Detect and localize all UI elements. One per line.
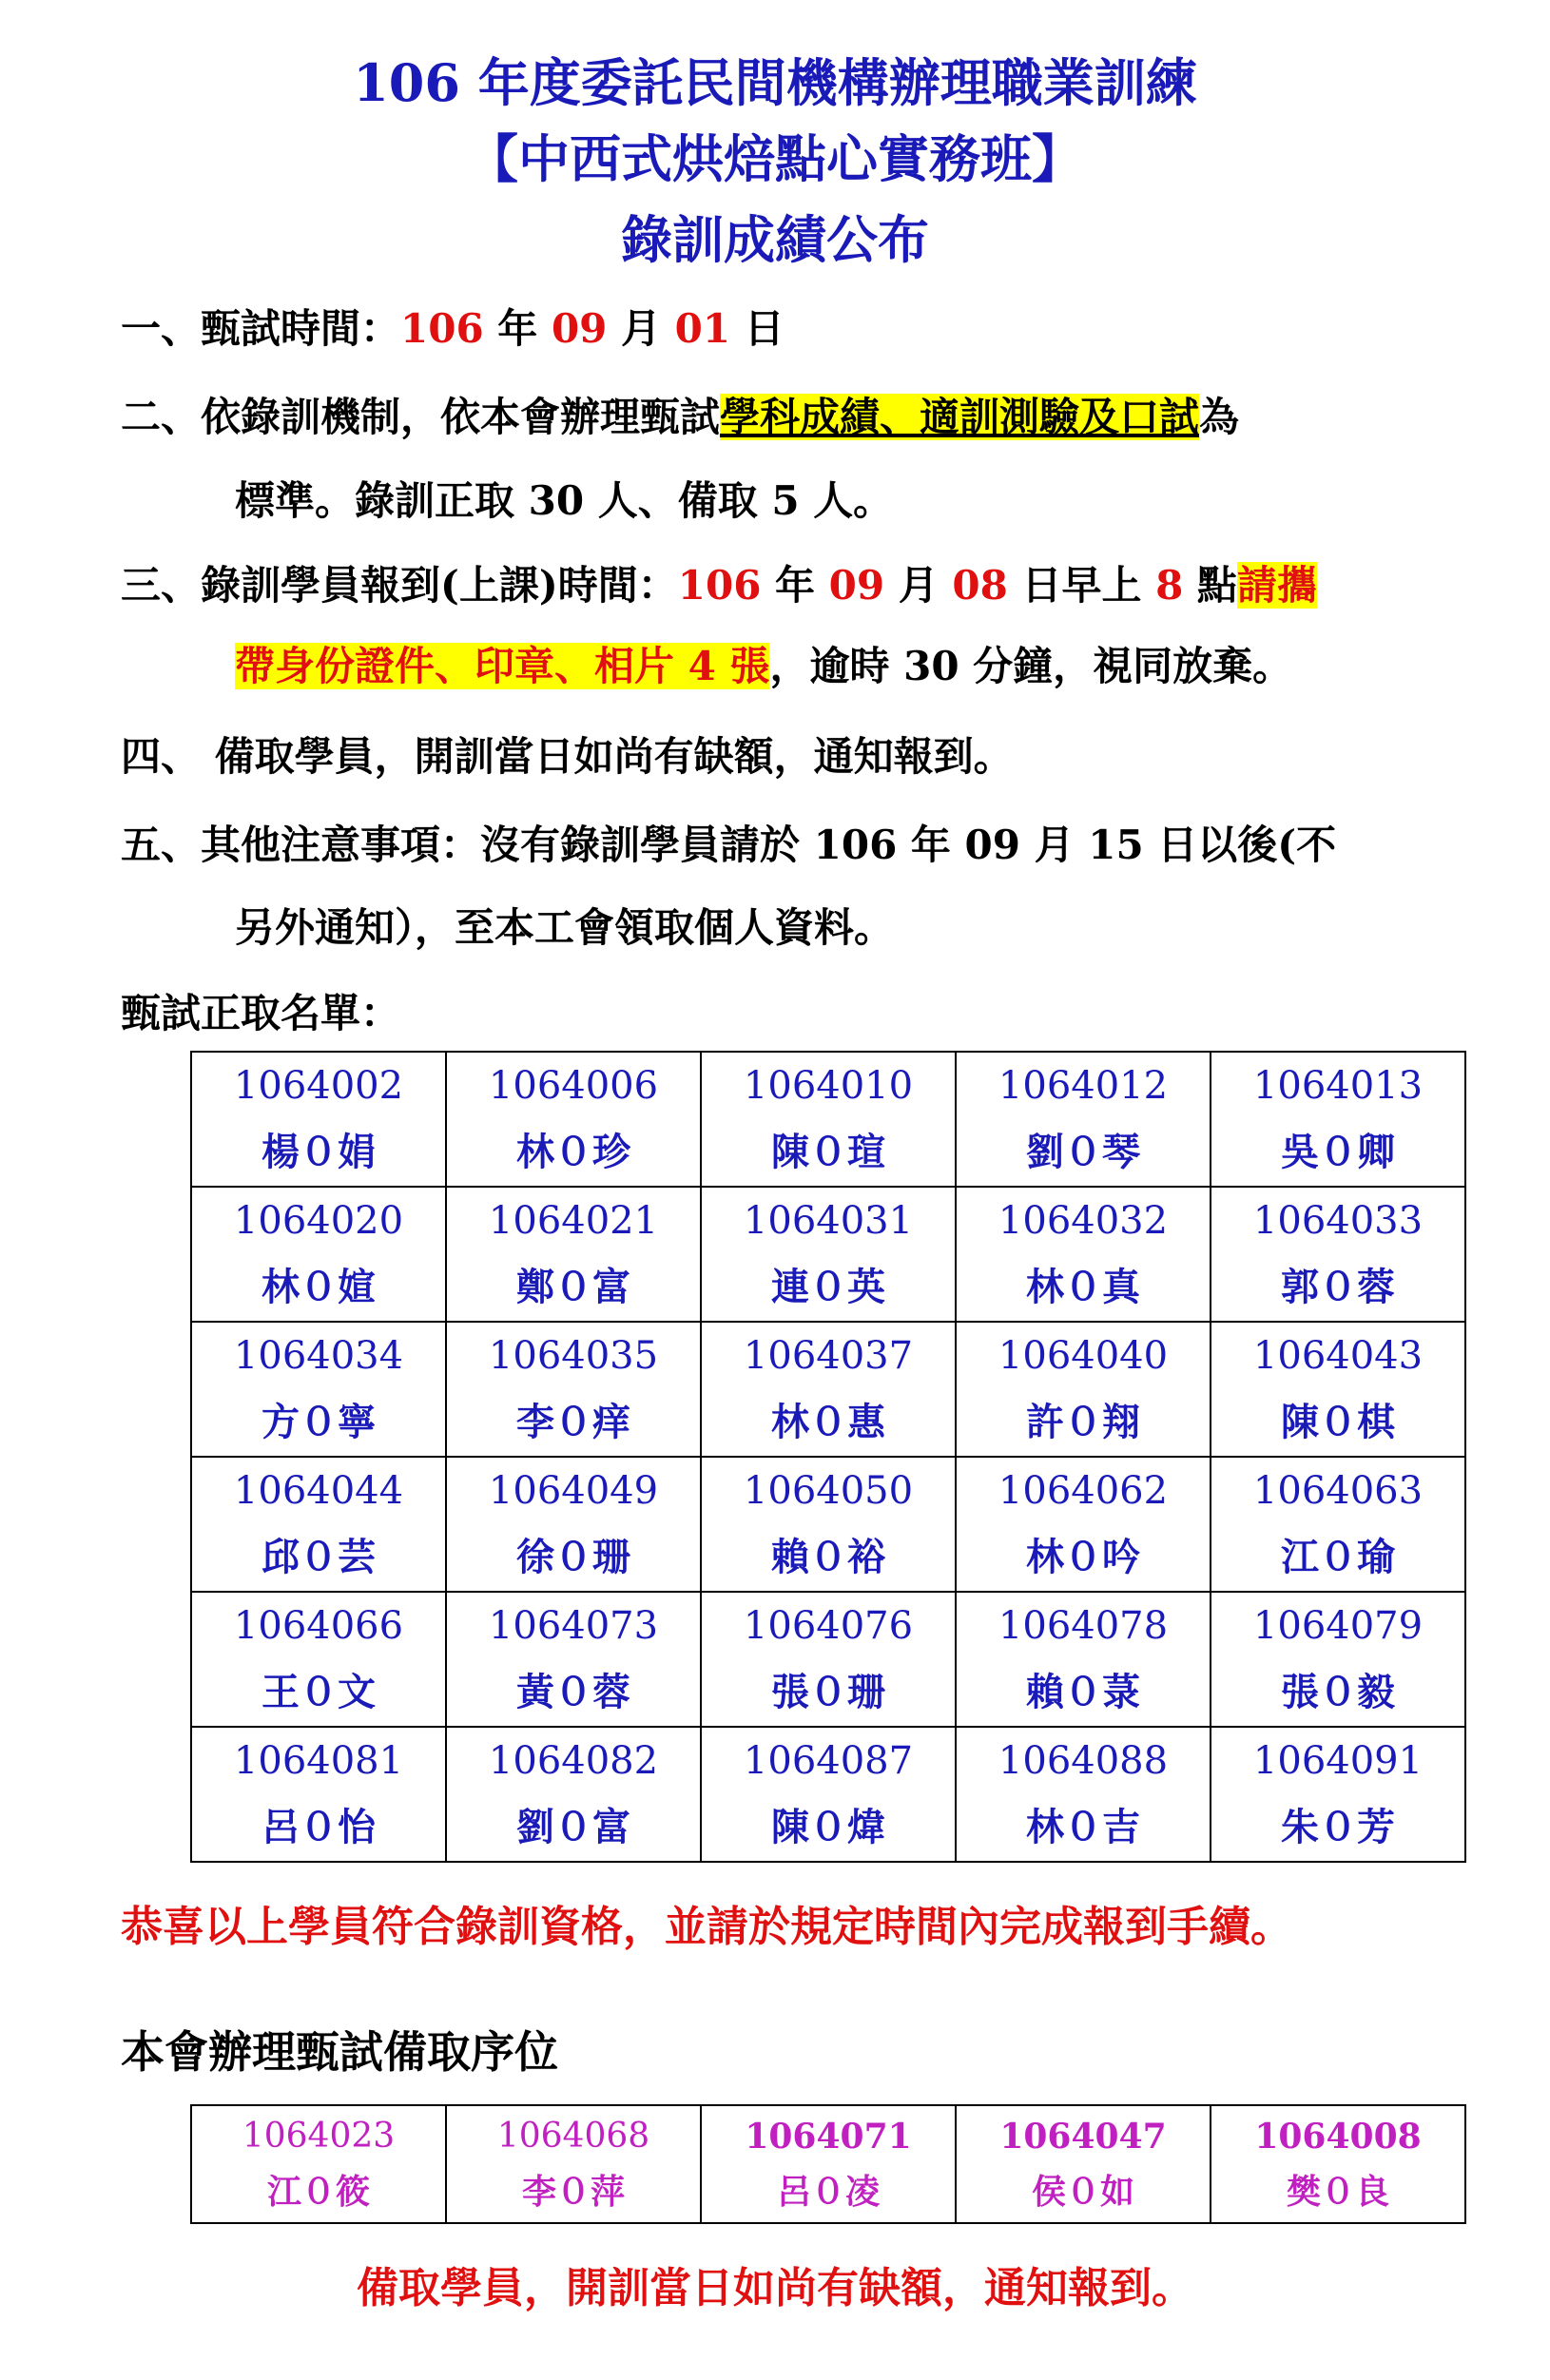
reserve-ranking-table: [190, 2104, 1466, 2224]
table-cell: [191, 1457, 446, 1592]
student-name: 林０惠: [771, 1400, 885, 1444]
student-name: 陳０煒: [771, 1805, 885, 1849]
student-id: 1064033: [1252, 1199, 1424, 1243]
item-3-highlight-1: 請攜: [1236, 562, 1317, 609]
student-name: 賴０菉: [1026, 1670, 1140, 1714]
item-3-year: 106: [677, 562, 762, 609]
student-name: 許０翔: [1026, 1400, 1140, 1444]
table-cell: [701, 1187, 956, 1322]
table-cell: [191, 1727, 446, 1862]
reserve-student-id: 1064008: [1254, 2117, 1422, 2157]
student-id: 1064020: [233, 1199, 404, 1243]
student-id: 1064073: [488, 1604, 659, 1648]
student-name: 劉０琴: [1026, 1130, 1140, 1174]
student-name: 江０瑜: [1281, 1535, 1395, 1579]
table-row: [191, 1322, 1465, 1457]
student-id: 1064006: [488, 1064, 659, 1108]
student-id: 1064087: [743, 1739, 914, 1783]
student-name: 陳０棋: [1281, 1400, 1395, 1444]
student-id: 1064034: [233, 1334, 404, 1378]
reserve-cell: [1211, 2105, 1465, 2223]
table-row: [191, 1457, 1465, 1592]
table-cell: [191, 1592, 446, 1727]
reserve-row: [191, 2105, 1465, 2223]
student-name: 賴０裕: [771, 1535, 885, 1579]
item-4-reserve-note: 四、 備取學員，開訓當日如尚有缺額，通知報到。: [121, 733, 1014, 780]
item-5-line-2: 另外通知），至本工會領取個人資料。: [235, 904, 895, 951]
item-2-line-2: 標準。錄訓正取 30 人、備取 5 人。: [235, 477, 894, 524]
table-cell: [446, 1322, 701, 1457]
student-name: 呂０怡: [262, 1805, 376, 1849]
item-3-month-unit: 月: [884, 562, 953, 609]
student-id: 1064035: [488, 1334, 659, 1378]
student-id: 1064032: [998, 1199, 1169, 1243]
reserve-label: 本會辦理甄試備取序位: [121, 2026, 558, 2078]
reserve-student-id: 1064023: [242, 2117, 396, 2156]
student-id: 1064091: [1252, 1739, 1424, 1783]
main-list-label: 甄試正取名單：: [121, 990, 401, 1036]
reserve-cell: [956, 2105, 1211, 2223]
table-cell: [956, 1052, 1211, 1187]
student-id: 1064049: [488, 1469, 659, 1513]
reserve-student-name: 李０萍: [521, 2172, 625, 2212]
table-cell: [191, 1322, 446, 1457]
student-id: 1064040: [998, 1334, 1169, 1378]
student-id: 1064037: [743, 1334, 914, 1378]
reserve-student-id: 1064071: [745, 2117, 912, 2157]
table-row: [191, 1187, 1465, 1322]
student-id: 1064013: [1252, 1064, 1424, 1108]
student-name: 張０珊: [771, 1670, 885, 1714]
item-2-criteria: [121, 394, 1481, 440]
table-row: [191, 1727, 1465, 1862]
student-name: 郭０蓉: [1281, 1265, 1395, 1309]
item-3-year-unit: 年: [761, 562, 829, 609]
table-cell: [446, 1592, 701, 1727]
item-1-year: 106: [400, 305, 484, 352]
table-cell: [956, 1322, 1211, 1457]
table-cell: [956, 1457, 1211, 1592]
student-id: 1064043: [1252, 1334, 1424, 1378]
title-line-3: 錄訓成績公布: [621, 209, 929, 270]
student-name: 林０吟: [1026, 1535, 1140, 1579]
reserve-student-name: 侯０如: [1031, 2172, 1134, 2212]
item-1-year-unit: 年: [483, 305, 552, 352]
student-name: 方０寧: [262, 1400, 376, 1444]
student-name: 林０吉: [1026, 1805, 1140, 1849]
table-cell: [701, 1727, 956, 1862]
student-id: 1064044: [233, 1469, 404, 1513]
student-name: 黃０蓉: [516, 1670, 630, 1714]
student-id: 1064050: [743, 1469, 914, 1513]
student-name: 連０英: [771, 1265, 885, 1309]
reserve-student-id: 1064047: [999, 2117, 1167, 2157]
item-3-report-time: [121, 562, 1481, 609]
item-1-day-unit: 日: [730, 305, 785, 352]
item-2-suffix: 為: [1199, 394, 1240, 440]
student-id: 1064076: [743, 1604, 914, 1648]
table-cell: [1211, 1052, 1465, 1187]
student-name: 徐０珊: [516, 1535, 630, 1579]
student-name: 吳０卿: [1281, 1130, 1395, 1174]
student-id: 1064082: [488, 1739, 659, 1783]
item-5-notice: 五、其他注意事項：沒有錄訓學員請於 106 年 09 月 15 日以後(不: [121, 822, 1337, 868]
title-line-2: 【中西式烘焙點心實務班】: [467, 128, 1083, 189]
item-3-line-2-suffix: ，逾時 30 分鐘，視同放棄。: [769, 643, 1293, 689]
student-id: 1064062: [998, 1469, 1169, 1513]
student-id: 1064079: [1252, 1604, 1424, 1648]
student-id: 1064010: [743, 1064, 914, 1108]
item-3-highlight-2: 帶身份證件、印章、相片 4 張: [235, 643, 770, 689]
table-cell: [701, 1322, 956, 1457]
table-cell: [446, 1052, 701, 1187]
student-name: 邱０芸: [262, 1535, 376, 1579]
reserve-student-name: 樊０良: [1286, 2172, 1389, 2212]
item-1-exam-date: [121, 305, 1481, 352]
table-cell: [1211, 1322, 1465, 1457]
item-3-prefix: 三、錄訓學員報到(上課)時間：: [121, 562, 678, 609]
reserve-cell: [446, 2105, 701, 2223]
item-3-month: 09: [828, 562, 885, 609]
student-name: 楊０娟: [262, 1130, 376, 1174]
student-id: 1064012: [998, 1064, 1169, 1108]
student-name: 劉０富: [516, 1805, 630, 1849]
item-3-hour: 8: [1155, 562, 1184, 609]
table-cell: [446, 1727, 701, 1862]
reserve-cell: [191, 2105, 446, 2223]
student-name: 林０真: [1026, 1265, 1140, 1309]
reserve-student-name: 呂０凌: [776, 2172, 880, 2212]
student-id: 1064078: [998, 1604, 1169, 1648]
reserve-student-name: 江０筱: [266, 2172, 370, 2212]
main-admission-table: [190, 1051, 1466, 1863]
item-3-day-unit: 日早上: [1007, 562, 1156, 609]
item-3-day: 08: [952, 562, 1008, 609]
table-cell: [701, 1052, 956, 1187]
student-name: 林０媗: [262, 1265, 376, 1309]
table-cell: [701, 1457, 956, 1592]
student-id: 1064021: [488, 1199, 659, 1243]
student-name: 張０毅: [1281, 1670, 1395, 1714]
table-cell: [191, 1052, 446, 1187]
item-3-hour-unit: 點: [1183, 562, 1237, 609]
item-2-highlight: 學科成績、適訓測驗及口試: [720, 394, 1200, 440]
item-1-prefix: 一、甄試時間：: [121, 305, 401, 352]
table-cell: [191, 1187, 446, 1322]
table-cell: [956, 1592, 1211, 1727]
student-id: 1064081: [233, 1739, 404, 1783]
table-row: [191, 1052, 1465, 1187]
student-name: 林０珍: [516, 1130, 630, 1174]
student-name: 陳０瑄: [771, 1130, 885, 1174]
item-1-month-unit: 月: [607, 305, 675, 352]
item-2-prefix: 二、依錄訓機制，依本會辦理甄試: [121, 394, 721, 440]
student-name: 王０文: [262, 1670, 376, 1714]
table-cell: [1211, 1592, 1465, 1727]
student-name: 李０痒: [516, 1400, 630, 1444]
table-cell: [446, 1187, 701, 1322]
student-id: 1064066: [233, 1604, 404, 1648]
table-row: [191, 1592, 1465, 1727]
student-id: 1064063: [1252, 1469, 1424, 1513]
table-cell: [446, 1457, 701, 1592]
item-3-line-2: [235, 643, 1550, 689]
table-cell: [956, 1187, 1211, 1322]
student-name: 朱０芳: [1281, 1805, 1395, 1849]
student-id: 1064031: [743, 1199, 914, 1243]
congrats-text: 恭喜以上學員符合錄訓資格，並請於規定時間內完成報到手續。: [121, 1903, 1292, 1951]
title-line-1: 106 年度委託民間機構辦理職業訓練: [353, 52, 1197, 113]
table-cell: [1211, 1187, 1465, 1322]
item-1-month: 09: [551, 305, 608, 352]
table-cell: [1211, 1727, 1465, 1862]
reserve-student-id: 1064068: [496, 2117, 650, 2156]
reserve-cell: [701, 2105, 956, 2223]
table-cell: [701, 1592, 956, 1727]
item-1-day: 01: [674, 305, 731, 352]
student-name: 鄭０富: [516, 1265, 630, 1309]
footer-note: 備取學員，開訓當日如尚有缺額，通知報到。: [357, 2264, 1193, 2312]
student-id: 1064088: [998, 1739, 1169, 1783]
student-id: 1064002: [233, 1064, 404, 1108]
table-cell: [956, 1727, 1211, 1862]
table-cell: [1211, 1457, 1465, 1592]
